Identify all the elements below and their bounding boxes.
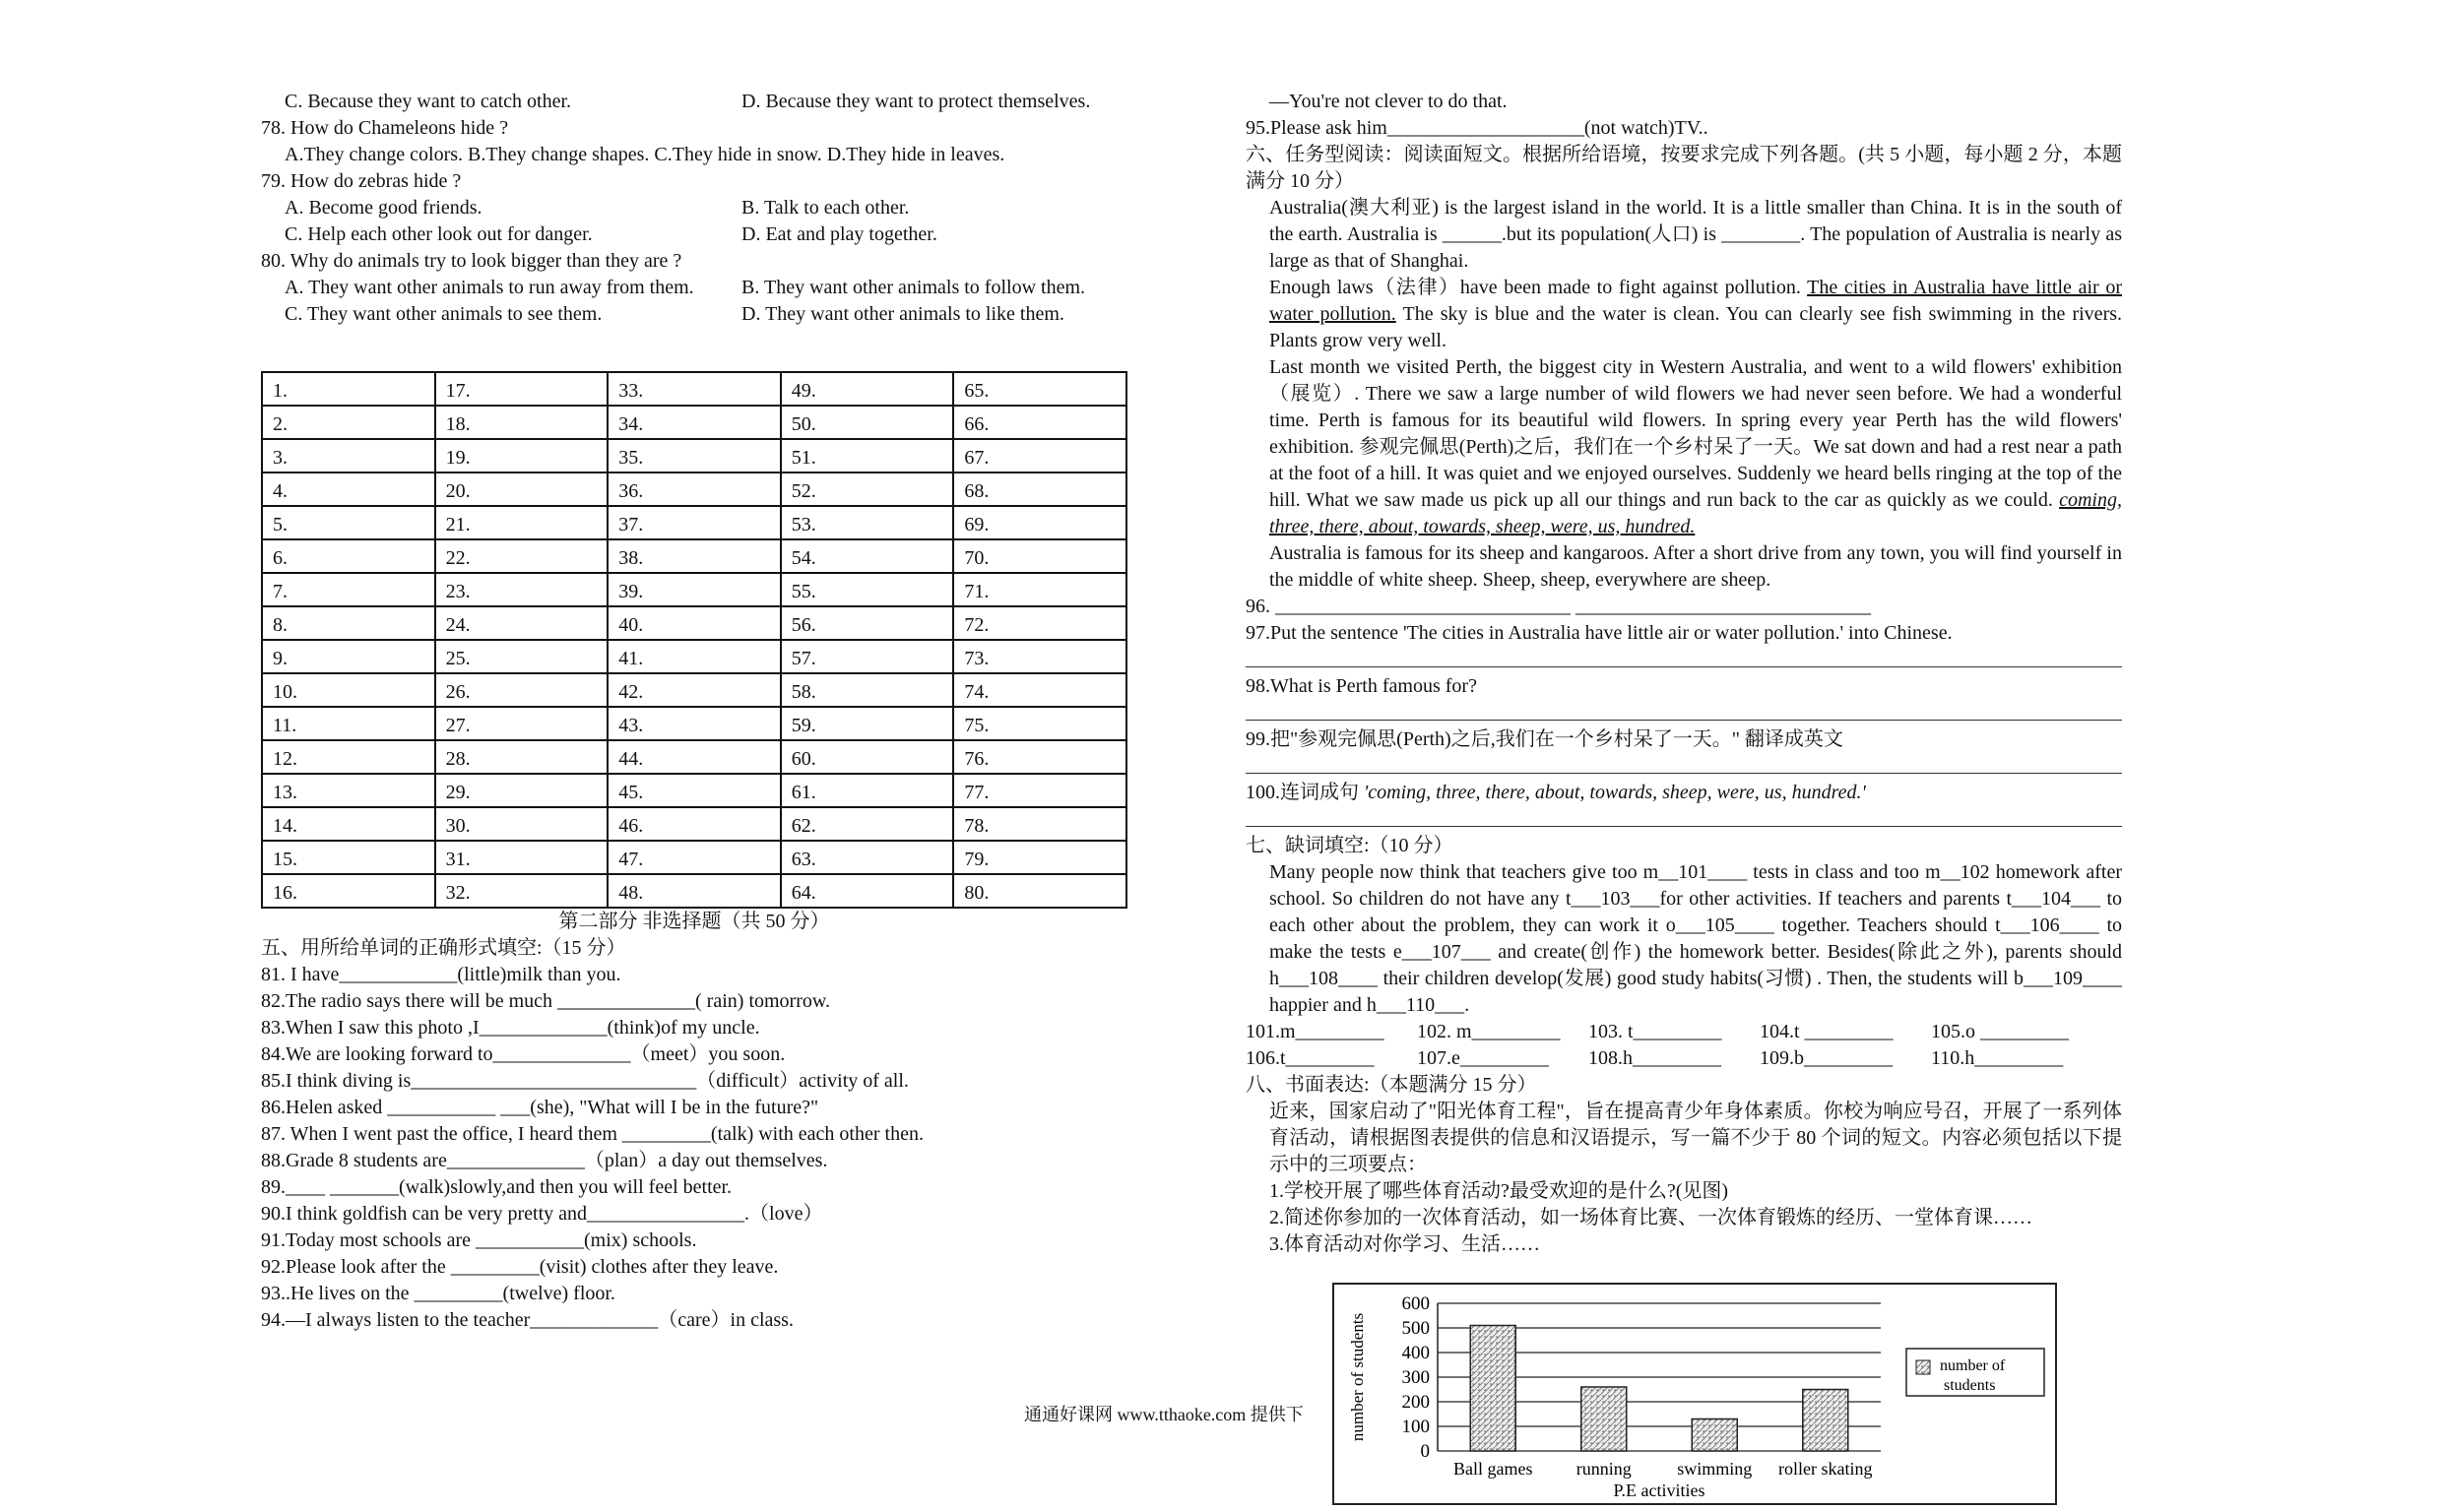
answer-cell[interactable]: 35.: [608, 439, 781, 472]
q96: 96. ______________________________ ______________________________: [1246, 596, 1871, 617]
fill-item: 86.Helen asked ___________ ___(she), "What will I be in the future?": [261, 1097, 819, 1118]
fill-item: 91.Today most schools are ___________(mix) schools.: [261, 1229, 697, 1251]
q95-context: —You're not clever to do that.: [1269, 91, 1508, 112]
fill-item: 87. When I went past the office, I heard them _________(talk) with each other then.: [261, 1123, 924, 1145]
answer-row: [262, 472, 1126, 506]
answer-cell[interactable]: 58.: [781, 673, 954, 707]
answer-cell[interactable]: 19.: [435, 439, 609, 472]
answer-row: [262, 707, 1126, 740]
answer-cell[interactable]: 49.: [781, 372, 954, 406]
question-line: 78. How do Chameleons hide ?: [261, 117, 509, 139]
option-a: C. They want other animals to see them.: [285, 303, 603, 325]
pe-activities-chart: [1329, 1282, 2058, 1506]
y-tick-label: 500: [1401, 1318, 1430, 1339]
answer-cell[interactable]: 77.: [953, 774, 1126, 807]
answer-cell[interactable]: 57.: [781, 640, 954, 673]
answer-cell[interactable]: 22.: [435, 539, 609, 573]
q97: 97.Put the sentence 'The cities in Australia have little air or water pollution.' into Chinese.: [1246, 622, 1953, 644]
legend-label: number of: [1940, 1357, 2006, 1374]
answer-cell[interactable]: 5.: [262, 506, 435, 539]
answer-cell[interactable]: 17.: [435, 372, 609, 406]
answer-cell[interactable]: 48.: [608, 874, 781, 908]
answer-cell[interactable]: 54.: [781, 539, 954, 573]
answer-row: [262, 439, 1126, 472]
part2-title: 第二部分 非选择题（共 50 分）: [558, 911, 830, 932]
answer-line-99: [1246, 753, 2122, 774]
answer-cell[interactable]: 39.: [608, 573, 781, 606]
answer-row: [262, 841, 1126, 874]
answer-cell[interactable]: 4.: [262, 472, 435, 506]
fill-item: 89.____ _______(walk)slowly,and then you will feel better.: [261, 1176, 733, 1198]
answer-cell[interactable]: 26.: [435, 673, 609, 707]
answer-cell[interactable]: 15.: [262, 841, 435, 874]
answer-cell[interactable]: 31.: [435, 841, 609, 874]
answer-row: [262, 640, 1126, 673]
answer-row: [262, 406, 1126, 439]
fill-item: 85.I think diving is_____________________________（difficult）activity of all.: [261, 1070, 909, 1092]
answer-cell[interactable]: 28.: [435, 740, 609, 774]
answer-row: [262, 606, 1126, 640]
answer-line-100: [1246, 806, 2122, 827]
fill-item: 88.Grade 8 students are______________（plan）a day out themselves.: [261, 1150, 828, 1171]
answer-cell[interactable]: 37.: [608, 506, 781, 539]
cloze-blanks-row2: [1246, 1045, 2122, 1072]
footer-watermark: 通通好课网 www.tthaoke.com 提供下: [1024, 1405, 1304, 1424]
answer-cell[interactable]: 18.: [435, 406, 609, 439]
answer-cell[interactable]: 80.: [953, 874, 1126, 908]
question-line: 80. Why do animals try to look bigger than they are ?: [261, 250, 682, 272]
fill-item: 90.I think goldfish can be very pretty and________________.（love）: [261, 1203, 823, 1225]
answer-cell[interactable]: 62.: [781, 807, 954, 841]
option-b: D. Because they want to protect themselves.: [741, 91, 1091, 112]
right-column: [1246, 89, 2122, 1258]
cloze-blank[interactable]: 109.b_________: [1760, 1047, 1893, 1069]
answer-row: [262, 874, 1126, 908]
answer-cell[interactable]: 61.: [781, 774, 954, 807]
reading-p3: Last month we visited Perth, the biggest city in Western Australia, and went to a wild flowers' exhibition（展览）. There we saw a large number of wild flowers we had never seen before. We had a wonderful time. Perth is famous for its beautiful wild flowers. In spring every year Perth has the wild flowers' exhibition. 参观完佩思(Perth)之后，我们在一个乡村呆了一天。We sat down and had a rest near a path at the foot of a hill. It was quiet and we enjoyed ourselves. Suddenly we heard bells ringing at the top of the hill. What we saw made us pick up all our things and run back to the car as quickly as we could. coming, three, there, about, towards, sheep, were, us, hundred.: [1269, 356, 2122, 537]
option-a: C. Help each other look out for danger.: [285, 223, 593, 245]
y-tick-label: 600: [1401, 1293, 1430, 1314]
cloze-blank[interactable]: 105.o _________: [1931, 1021, 2069, 1042]
fill-item: 83.When I saw this photo ,I_____________(think)of my uncle.: [261, 1017, 760, 1039]
answer-cell[interactable]: 16.: [262, 874, 435, 908]
answer-cell[interactable]: 30.: [435, 807, 609, 841]
answer-cell[interactable]: 65.: [953, 372, 1126, 406]
answer-cell[interactable]: 74.: [953, 673, 1126, 707]
answer-cell[interactable]: 42.: [608, 673, 781, 707]
cloze-blank[interactable]: 107.e_________: [1417, 1047, 1549, 1069]
x-axis-label: P.E activities: [1613, 1480, 1705, 1500]
answer-cell[interactable]: 70.: [953, 539, 1126, 573]
fill-item: 94.—I always listen to the teacher_____________（care）in class.: [261, 1309, 794, 1331]
section6-title: 六、任务型阅读：阅读面短文。根据所给语境，按要求完成下列各题。(共 5 小题，每小题 2 分，本题满分 10 分）: [1246, 144, 2122, 192]
writing-point-1: 1.学校开展了哪些体育活动?最受欢迎的是什么?(见图): [1269, 1180, 1729, 1202]
bar: [1692, 1419, 1737, 1452]
answer-row: [262, 807, 1126, 841]
x-category-label: Ball games: [1453, 1459, 1533, 1479]
y-tick-label: 0: [1420, 1441, 1430, 1462]
answer-cell[interactable]: 69.: [953, 506, 1126, 539]
answer-cell[interactable]: 11.: [262, 707, 435, 740]
answer-cell[interactable]: 32.: [435, 874, 609, 908]
y-tick-label: 400: [1401, 1343, 1430, 1363]
answer-cell[interactable]: 3.: [262, 439, 435, 472]
answer-cell[interactable]: 76.: [953, 740, 1126, 774]
answer-row: [262, 740, 1126, 774]
options-row: [261, 301, 1127, 328]
question-options-block: [261, 89, 1127, 328]
cloze-blank[interactable]: 101.m_________: [1246, 1021, 1384, 1042]
fill-item: 82.The radio says there will be much ______________( rain) tomorrow.: [261, 990, 831, 1012]
answer-cell[interactable]: 59.: [781, 707, 954, 740]
answer-cell[interactable]: 47.: [608, 841, 781, 874]
answer-cell[interactable]: 20.: [435, 472, 609, 506]
answer-cell[interactable]: 63.: [781, 841, 954, 874]
fill-item: 84.We are looking forward to______________（meet）you soon.: [261, 1043, 786, 1065]
answer-cell[interactable]: 14.: [262, 807, 435, 841]
answer-row: [262, 673, 1126, 707]
answer-cell[interactable]: 10.: [262, 673, 435, 707]
option-a: C. Because they want to catch other.: [285, 91, 572, 112]
answer-cell[interactable]: 34.: [608, 406, 781, 439]
cloze-blank[interactable]: 102. m_________: [1417, 1021, 1561, 1042]
answer-cell[interactable]: 13.: [262, 774, 435, 807]
option-b: B. Talk to each other.: [741, 197, 910, 219]
options-line: A.They change colors. B.They change shapes. C.They hide in snow. D.They hide in leaves.: [285, 144, 1005, 165]
option-a: A. They want other animals to run away from them.: [285, 277, 694, 298]
answer-cell[interactable]: 78.: [953, 807, 1126, 841]
fill-item: 81. I have____________(little)milk than you.: [261, 964, 621, 985]
y-axis-label: number of students: [1348, 1312, 1367, 1442]
section8-title: 八、书面表达:（本题满分 15 分）: [1246, 1074, 1537, 1096]
q100: 100.连词成句 'coming, three, there, about, towards, sheep, were, us, hundred.': [1246, 782, 1866, 803]
option-b: B. They want other animals to follow them.: [741, 277, 1086, 298]
answer-cell[interactable]: 55.: [781, 573, 954, 606]
q98: 98.What is Perth famous for?: [1246, 675, 1477, 697]
writing-prompt: 近来，国家启动了"阳光体育工程"，旨在提高青少年身体素质。你校为响应号召，开展了一系列体育活动，请根据图表提供的信息和汉语提示，写一篇不少于 80 个词的短文。内容必须包括以下提示中的三项要点：: [1269, 1101, 2122, 1175]
answer-cell[interactable]: 6.: [262, 539, 435, 573]
answer-cell[interactable]: 1.: [262, 372, 435, 406]
answer-cell[interactable]: 27.: [435, 707, 609, 740]
answer-cell[interactable]: 23.: [435, 573, 609, 606]
answer-cell[interactable]: 2.: [262, 406, 435, 439]
writing-point-3: 3.体育活动对你学习、生活……: [1269, 1233, 1540, 1255]
answer-cell[interactable]: 29.: [435, 774, 609, 807]
q99: 99.把"参观完佩思(Perth)之后,我们在一个乡村呆了一天。" 翻译成英文: [1246, 728, 1843, 750]
legend-label-2: students: [1944, 1377, 1996, 1394]
answer-cell[interactable]: 21.: [435, 506, 609, 539]
chart-svg: [1329, 1282, 2058, 1506]
answer-cell[interactable]: 41.: [608, 640, 781, 673]
answer-row: [262, 539, 1126, 573]
answer-cell[interactable]: 33.: [608, 372, 781, 406]
answer-cell[interactable]: 38.: [608, 539, 781, 573]
cloze-blank[interactable]: 103. t_________: [1588, 1021, 1722, 1042]
y-tick-label: 200: [1401, 1392, 1430, 1413]
legend-swatch: [1916, 1360, 1930, 1374]
answer-cell[interactable]: 72.: [953, 606, 1126, 640]
fill-item: 93..He lives on the _________(twelve) floor.: [261, 1283, 615, 1304]
answer-row: [262, 573, 1126, 606]
answer-cell[interactable]: 45.: [608, 774, 781, 807]
cloze-blank[interactable]: 110.h_________: [1931, 1047, 2064, 1069]
answer-cell[interactable]: 73.: [953, 640, 1126, 673]
answer-sheet-table: [261, 371, 1127, 909]
answer-cell[interactable]: 36.: [608, 472, 781, 506]
answer-cell[interactable]: 40.: [608, 606, 781, 640]
cloze-passage: Many people now think that teachers give too m__101____ tests in class and too m__102 homework after school. So children do not have any t___103___for other activities. If teachers and parents t___104___ to each other about the problem, they can work it o___105____ together. Teachers should t___106____ to make the tests e___107___ and create(创作) the homework better. Besides(除此之外), parents should h___108____ their children develop(发展) good study habits(习惯) . Then, the students will b___109____ happier and h___110___.: [1269, 861, 2122, 1016]
reading-p4: Australia is famous for its sheep and kangaroos. After a short drive from any town, you will find yourself in the middle of white sheep. Sheep, sheep, everywhere are sheep.: [1269, 542, 2122, 591]
option-b: D. Eat and play together.: [741, 223, 937, 245]
left-column: [261, 89, 1127, 1334]
answer-cell[interactable]: 8.: [262, 606, 435, 640]
cloze-blank[interactable]: 104.t _________: [1760, 1021, 1894, 1042]
writing-point-2: 2.简述你参加的一次体育活动，如一场体育比赛、一次体育锻炼的经历、一堂体育课……: [1269, 1207, 2032, 1228]
answer-cell[interactable]: 25.: [435, 640, 609, 673]
bar: [1803, 1390, 1848, 1452]
fill-in-list: [261, 962, 1127, 1334]
cloze-blank[interactable]: 108.h_________: [1588, 1047, 1721, 1069]
answer-line-97: [1246, 647, 2122, 667]
answer-cell[interactable]: 79.: [953, 841, 1126, 874]
answer-cell[interactable]: 60.: [781, 740, 954, 774]
answer-cell[interactable]: 12.: [262, 740, 435, 774]
section7-title: 七、缺词填空:（10 分）: [1246, 835, 1453, 856]
x-category-label: roller skating: [1778, 1459, 1873, 1479]
answer-cell[interactable]: 46.: [608, 807, 781, 841]
answer-row: [262, 506, 1126, 539]
answer-cell[interactable]: 68.: [953, 472, 1126, 506]
answer-row: [262, 372, 1126, 406]
option-a: A. Become good friends.: [285, 197, 482, 219]
y-tick-label: 100: [1401, 1417, 1430, 1437]
jumbled-words: coming, three, there, about, towards, sheep, were, us, hundred.: [1269, 489, 2122, 537]
section5-title: 五、用所给单词的正确形式填空:（15 分）: [261, 937, 626, 959]
reading-p2: Enough laws（法律）have been made to fight against pollution. The cities in Australia have little air or water pollution. The sky is blue and the water is clean. You can clearly see fish swimming in the rivers. Plants grow very well.: [1269, 277, 2123, 351]
answer-cell[interactable]: 51.: [781, 439, 954, 472]
option-b: D. They want other animals to like them.: [741, 303, 1064, 325]
answer-cell[interactable]: 44.: [608, 740, 781, 774]
y-tick-label: 300: [1401, 1367, 1430, 1388]
answer-cell[interactable]: 67.: [953, 439, 1126, 472]
answer-cell[interactable]: 53.: [781, 506, 954, 539]
underlined-sentence: The cities in Australia have little air or water pollution.: [1269, 277, 2122, 325]
x-category-label: running: [1575, 1459, 1632, 1479]
bar: [1581, 1387, 1627, 1451]
cloze-blanks-row1: [1246, 1019, 2122, 1045]
answer-cell[interactable]: 43.: [608, 707, 781, 740]
answer-cell[interactable]: 52.: [781, 472, 954, 506]
question-line: 79. How do zebras hide ?: [261, 170, 462, 192]
answer-cell[interactable]: 56.: [781, 606, 954, 640]
cloze-blank[interactable]: 106.t_________: [1246, 1047, 1375, 1069]
x-category-label: swimming: [1677, 1459, 1753, 1479]
bar: [1470, 1326, 1515, 1452]
answer-cell[interactable]: 50.: [781, 406, 954, 439]
options-row: [261, 221, 1127, 248]
options-row: [261, 89, 1127, 115]
answer-cell[interactable]: 24.: [435, 606, 609, 640]
options-row: [261, 195, 1127, 221]
answer-row: [262, 774, 1126, 807]
options-row: [261, 275, 1127, 301]
answer-cell[interactable]: 64.: [781, 874, 954, 908]
answer-cell[interactable]: 71.: [953, 573, 1126, 606]
answer-cell[interactable]: 7.: [262, 573, 435, 606]
answer-line-98: [1246, 700, 2122, 721]
answer-cell[interactable]: 75.: [953, 707, 1126, 740]
q95: 95.Please ask him____________________(not watch)TV..: [1246, 117, 1708, 139]
answer-cell[interactable]: 9.: [262, 640, 435, 673]
reading-p1: Australia(澳大利亚) is the largest island in the world. It is a little smaller than China. It is in the south of the earth. Australia is ______.but its population(人口) is ________. The population of Australia is nearly as large as that of Shanghai.: [1269, 197, 2122, 272]
answer-cell[interactable]: 66.: [953, 406, 1126, 439]
fill-item: 92.Please look after the _________(visit) clothes after they leave.: [261, 1256, 779, 1278]
